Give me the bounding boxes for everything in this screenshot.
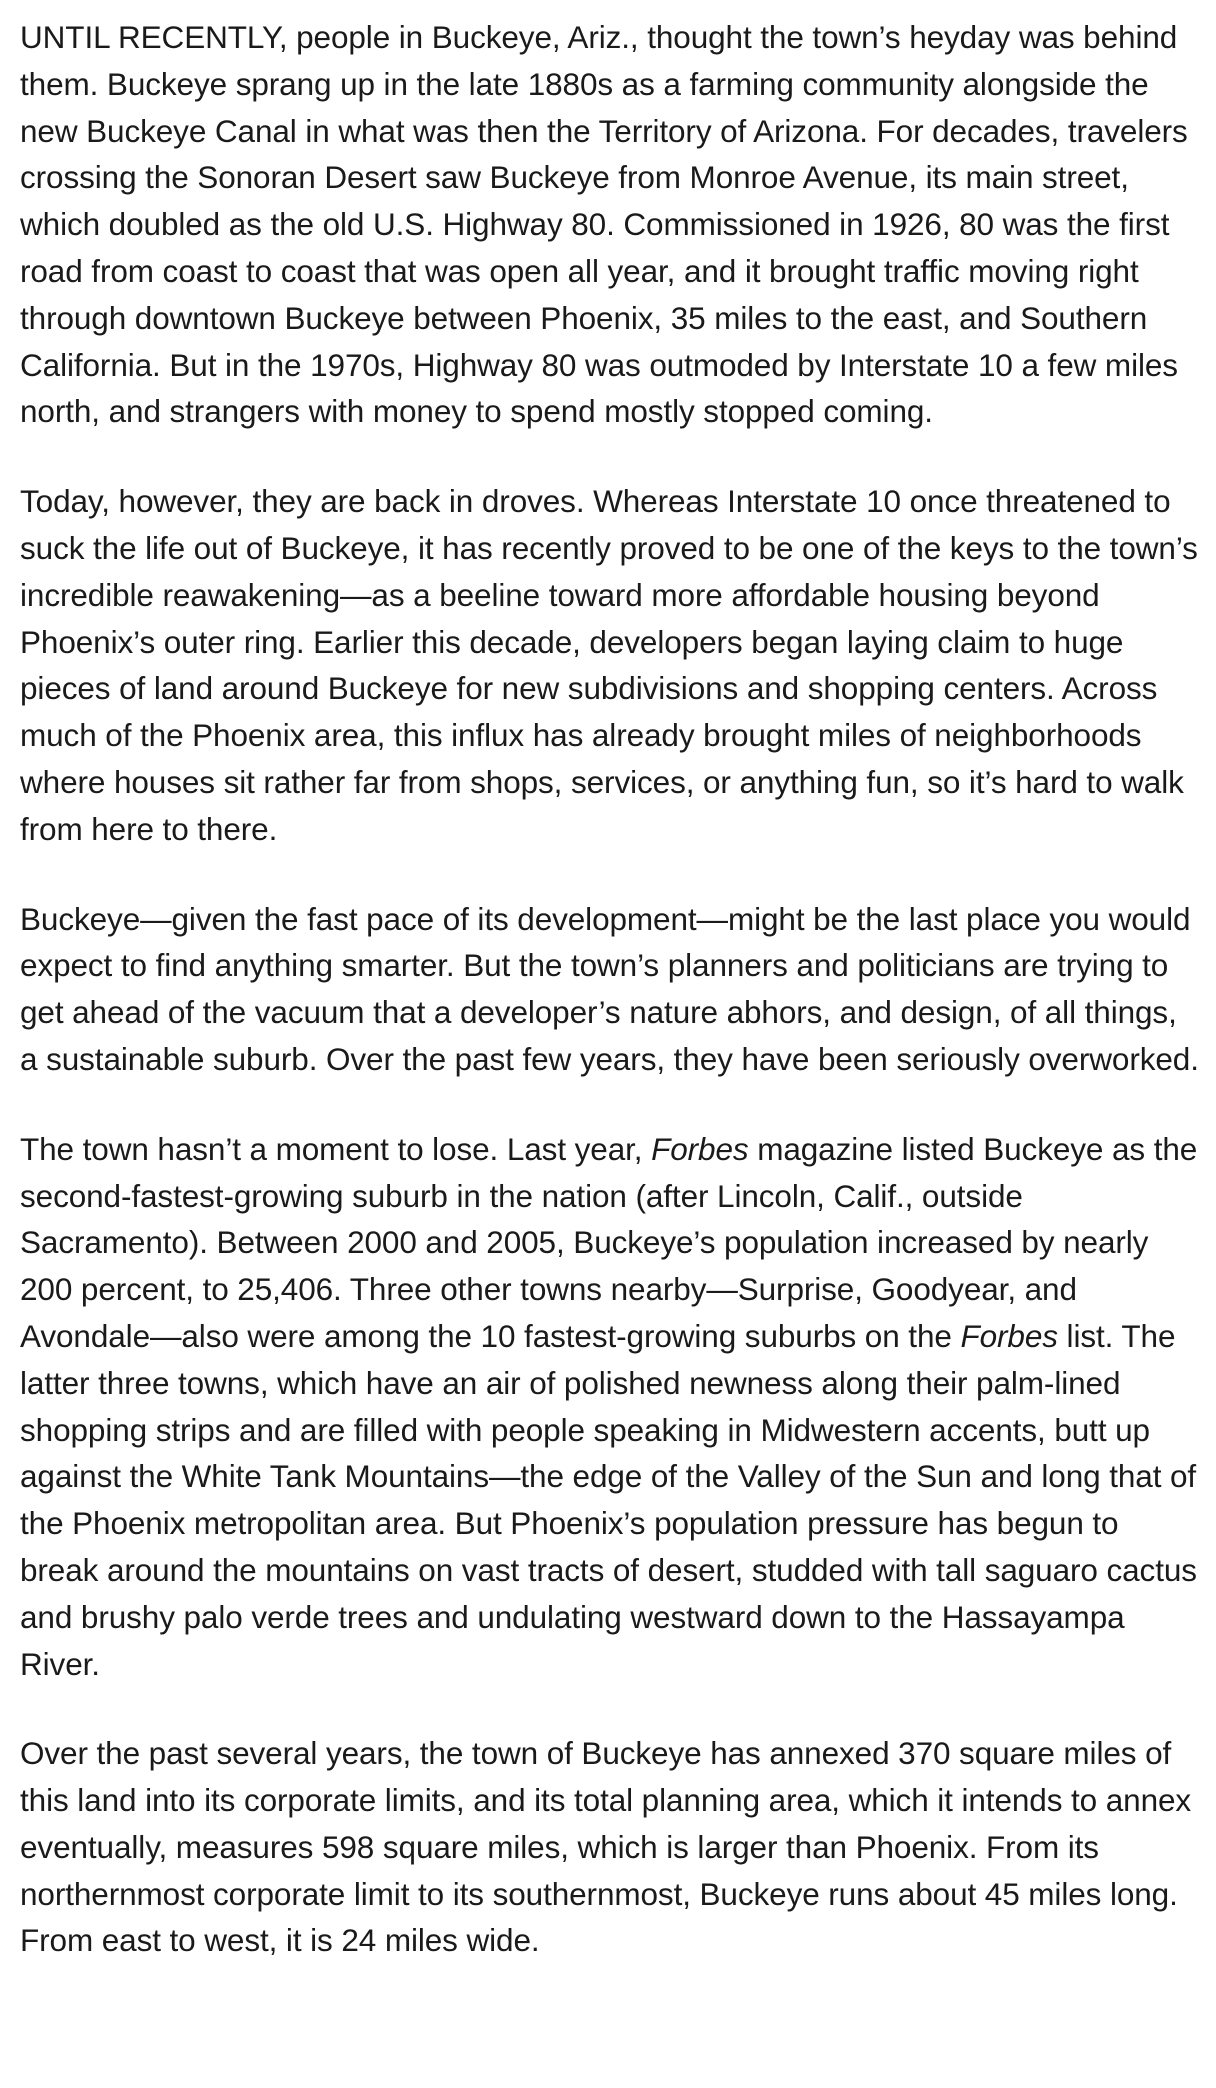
publication-title: Forbes (651, 1130, 749, 1167)
paragraph-text: magazine listed Buckeye as the second-fastest-growing suburb in the nation (after Lincoln, Calif., outside Sacramento). Between 2000 and 2005, Buckeye’s population increased by nearly 200 percent, to 25,406. Three other towns nearby—Surprise, Goodyear, and Avondale—also were among the 10 fastest-growing suburbs on the (20, 1130, 1198, 1354)
paragraph-3 (20, 896, 1200, 1083)
paragraph-text: Over the past several years, the town of Buckeye has annexed 370 square miles of this land into its corporate limits, and its total planning area, which it intends to annex eventually, measures 598 square miles, which is larger than Phoenix. From its northernmost corporate limit to its southernmost, Buckeye runs about 45 miles long. From east to west, it is 24 miles wide. (20, 1735, 1192, 1959)
paragraph-2 (20, 478, 1200, 852)
paragraph-text: UNTIL RECENTLY, people in Buckeye, Ariz., thought the town’s heyday was behind them. Buckeye sprang up in the late 1880s as a farming community alongside the new Buckeye Canal in what was then the Territory of Arizona. For decades, travelers crossing the Sonoran Desert saw Buckeye from Monroe Avenue, its main street, which doubled as the old U.S. Highway 80. Commissioned in 1926, 80 was the first road from coast to coast that was open all year, and it brought traffic moving right through downtown Buckeye between Phoenix, 35 miles to the east, and Southern California. But in the 1970s, Highway 80 was outmoded by Interstate 10 a few miles north, and strangers with money to spend mostly stopped coming. (20, 19, 1188, 430)
paragraph-4 (20, 1126, 1200, 1688)
paragraph-5 (20, 1730, 1200, 1964)
paragraph-text: Today, however, they are back in droves. Whereas Interstate 10 once threatened to suck the life out of Buckeye, it has recently proved to be one of the keys to the town’s incredible reawakening—as a beeline toward more affordable housing beyond Phoenix’s outer ring. Earlier this decade, developers began laying claim to huge pieces of land around Buckeye for new subdivisions and shopping centers. Across much of the Phoenix area, this influx has already brought miles of neighborhoods where houses sit rather far from shops, services, or anything fun, so it’s hard to walk from here to there. (20, 483, 1198, 847)
paragraph-1 (20, 14, 1200, 435)
article-body (20, 14, 1200, 1964)
paragraph-text: The town hasn’t a moment to lose. Last year, (20, 1130, 652, 1167)
paragraph-text: Buckeye—given the fast pace of its development—might be the last place you would expect to find anything smarter. But the town’s planners and politicians are trying to get ahead of the vacuum that a developer’s nature abhors, and design, of all things, a sustainable suburb. Over the past few years, they have been seriously overworked. (20, 900, 1199, 1077)
paragraph-text: list. The latter three towns, which have an air of polished newness along their palm-lined shopping strips and are filled with people speaking in Midwestern accents, butt up against the White Tank Mountains—the edge of the Valley of the Sun and long that of the Phoenix metropolitan area. But Phoenix’s population pressure has begun to break around the mountains on vast tracts of desert, studded with tall saguaro cactus and brushy palo verde trees and undulating westward down to the Hassayampa River. (20, 1317, 1197, 1682)
publication-title: Forbes (960, 1317, 1058, 1354)
